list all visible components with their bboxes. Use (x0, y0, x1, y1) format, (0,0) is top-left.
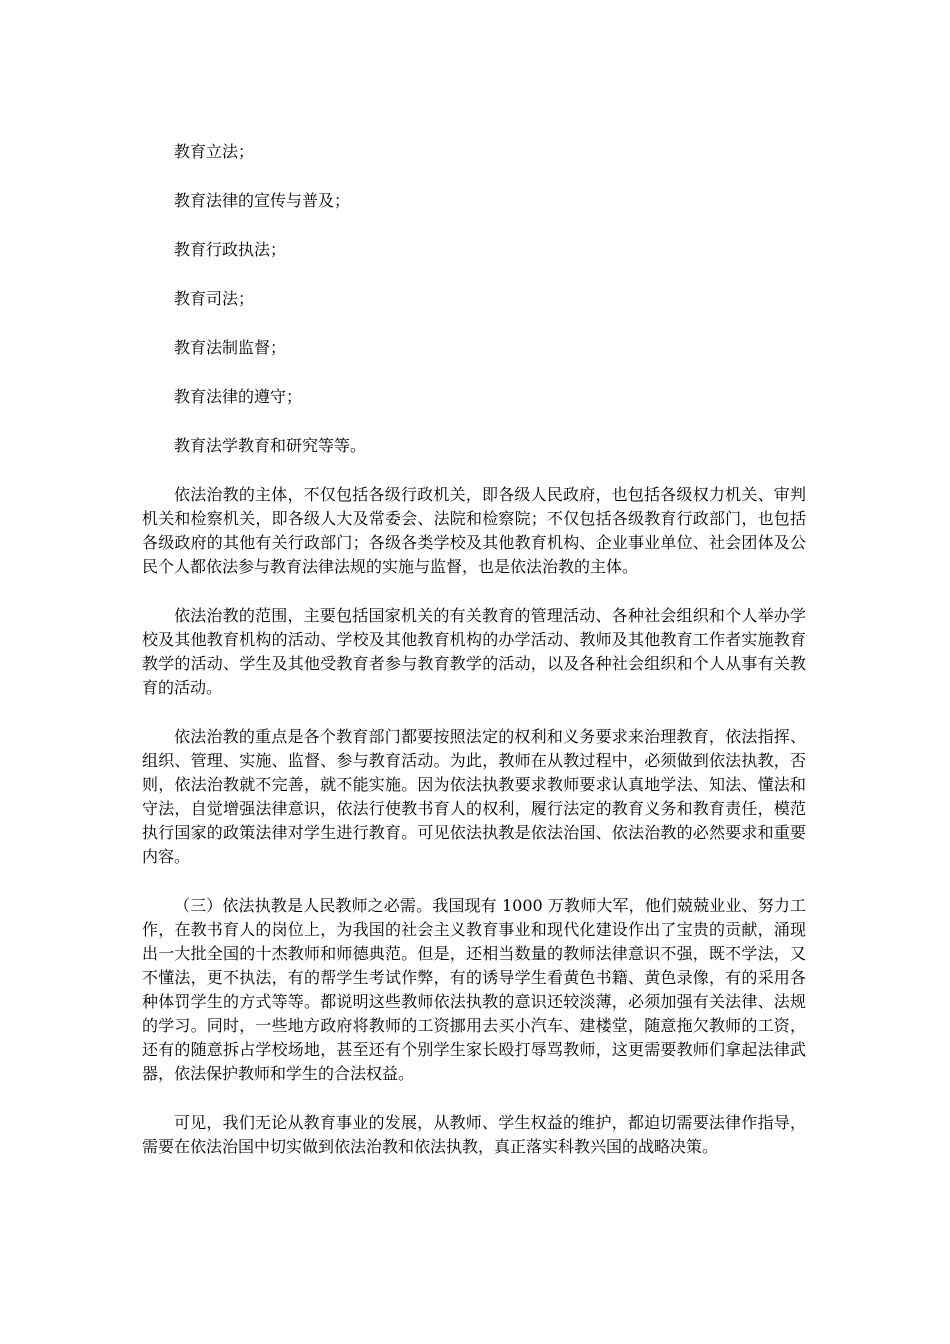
paragraph-conclusion: 可见，我们无论从教育事业的发展，从教师、学生权益的维护，都迫切需要法律作指导，需要在依法治国中切实做到依法治教和依法执教，真正落实科教兴国的战略决策。 (142, 1113, 806, 1156)
list-item: 教育法律的遵守； (174, 387, 303, 406)
list-item: 教育法律的宣传与普及； (174, 191, 351, 210)
list-item: 教育法学教育和研究等等。 (174, 436, 367, 455)
list-item: 教育司法； (174, 289, 255, 308)
paragraph-subjects: 依法治教的主体，不仅包括各级行政机关，即各级人民政府，也包括各级权力机关、审判机关和检察机关，即各级人大及常委会、法院和检察院；不仅包括各级教育行政部门，也包括各级政府的其他有关行政部门；各级各类学校及其他教育机构、企业事业单位、社会团体及公民个人都依法参与教育法律法规的实施与监督，也是依法治教的主体。 (142, 485, 806, 576)
paragraph-scope: 依法治教的范围，主要包括国家机关的有关教育的管理活动、各种社会组织和个人举办学校及其他教育机构的活动、学校及其他教育机构的办学活动、教师及其他教育工作者实施教育教学的活动、学生及其他受教育者参与教育教学的活动，以及各种社会组织和个人从事有关教育的活动。 (142, 606, 806, 697)
list-item: 教育行政执法； (174, 240, 287, 259)
list-item: 教育立法； (174, 142, 255, 161)
document-body (142, 140, 806, 1184)
paragraph-teachers: （三）依法执教是人民教师之必需。我国现有 1000 万教师大军，他们兢兢业业、努力工作，在教书育人的岗位上，为我国的社会主义教育事业和现代化建设作出了宝贵的贡献，涌现出一大批全国的十杰教师和师德典范。但是，还相当数量的教师法律意识不强，既不学法，又不懂法，更不执法，有的帮学生考试作弊，有的诱导学生看黄色书籍、黄色录像，有的采用各种体罚学生的方式等等。都说明这些教师依法执教的意识还较淡薄，必须加强有关法律、法规的学习。同时，一些地方政府将教师的工资挪用去买小汽车、建楼堂，随意拖欠教师的工资，还有的随意拆占学校场地，甚至还有个别学生家长殴打辱骂教师，这更需要教师们拿起法律武器，依法保护教师和学生的合法权益。 (142, 896, 806, 1083)
list-item: 教育法制监督； (174, 338, 287, 357)
paragraph-focus: 依法治教的重点是各个教育部门都要按照法定的权利和义务要求来治理教育，依法指挥、组织、管理、实施、监督、参与教育活动。为此，教师在从教过程中，必须做到依法执教，否则，依法治教就不完善，就不能实施。因为依法执教要求教师要求认真地学法、知法、懂法和守法，自觉增强法律意识，依法行使教书育人的权利，履行法定的教育义务和教育责任，模范执行国家的政策法律对学生进行教育。可见依法执教是依法治国、依法治教的必然要求和重要内容。 (142, 727, 806, 866)
